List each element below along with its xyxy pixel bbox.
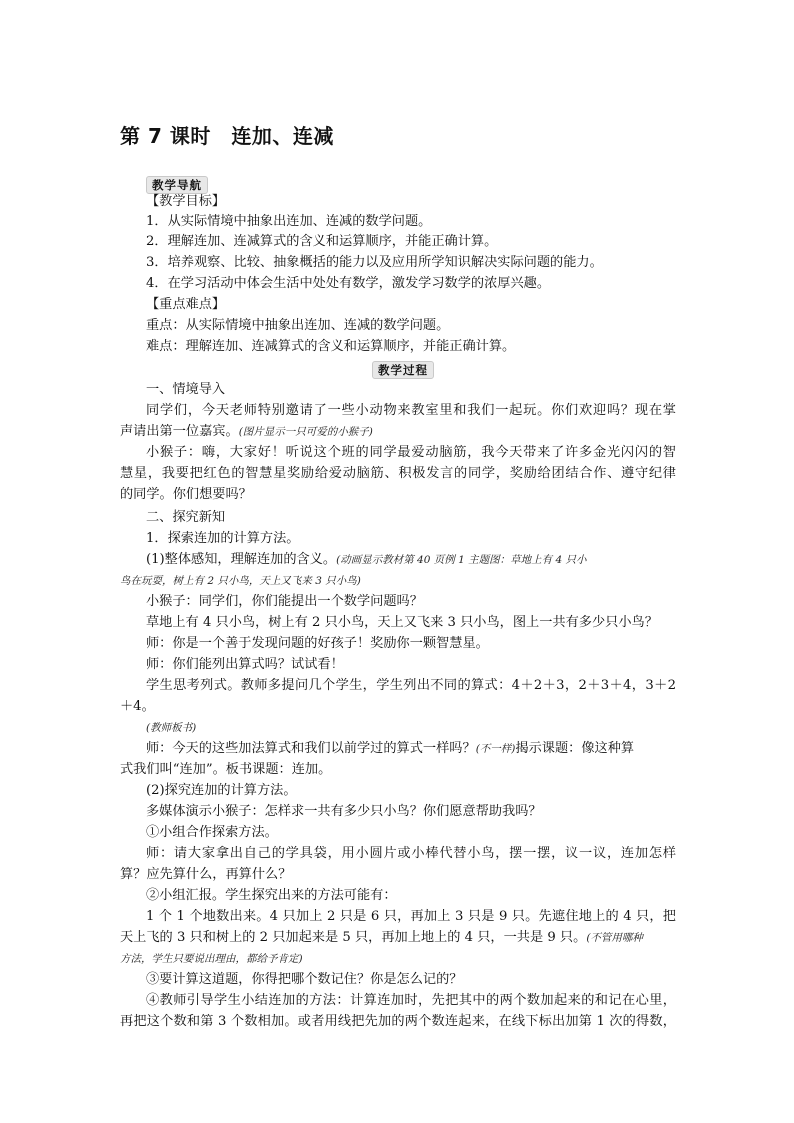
- stage-note: (不管用哪种: [586, 932, 643, 944]
- paragraph-line: [146, 739, 676, 759]
- stage-note: (动画显示教材第 40 页例 1 主题图：草地上有 4 只小: [336, 554, 587, 566]
- text: 揭示课题：像这种算: [515, 741, 635, 756]
- stage-note: (图片显示一只可爱的小猴子): [238, 426, 373, 438]
- paragraph-line: 再把这个数和第 3 个数相加。或者用线把先加的两个数连起来，在线下标出加第 1 次的得数，: [120, 1014, 676, 1029]
- paragraph-line: 同学们，今天老师特别邀请了一些小动物来教室里和我们一起玩。你们欢迎吗？现在掌: [146, 403, 676, 418]
- step-item: ①小组合作探索方法。: [146, 825, 278, 840]
- paragraph-line: 1 个 1 个地数出来。4 只加上 2 只是 6 只，再加上 3 只是 9 只。先遮住地上的 4 只，把: [146, 909, 676, 924]
- goal-item: 4．在学习活动中体会生活中处处有数学，激发学习数学的浓厚兴趣。: [146, 276, 551, 291]
- paragraph-line: 学生思考列式。教师多提问几个学生，学生列出不同的算式：4＋2＋3，2＋3＋4，3＋2: [146, 678, 676, 693]
- stage-note: 鸟在玩耍，树上有 2 只小鸟，天上又飞来 3 只小鸟): [120, 575, 361, 587]
- paragraph-line: [120, 928, 676, 948]
- dialogue-line: 草地上有 4 只小鸟，树上有 2 只小鸟，天上又飞来 3 只小鸟，图上一共有多少只小鸟？: [146, 615, 658, 630]
- subsection-heading: (2)探究连加的计算方法。: [146, 783, 297, 798]
- dialogue-line: 师：你是一个善于发现问题的好孩子！奖励你一颗智慧星。: [146, 636, 489, 651]
- paragraph-line: [120, 422, 676, 442]
- paragraph-line: 多媒体演示小猴子：怎样求一共有多少只小鸟？你们愿意帮助我吗？: [146, 804, 542, 819]
- text: 声请出第一位嘉宾。: [120, 424, 239, 439]
- text: 天上飞的 3 只和树上的 2 只加起来是 5 只，再加上地上的 4 只，一共是 9 只。: [120, 930, 587, 945]
- stage-note: (教师板书): [146, 722, 197, 734]
- stage-note: 方法，学生只要说出理由，都给予肯定): [120, 953, 303, 965]
- paragraph-line: 算？应先算什么，再算什么？: [120, 867, 292, 882]
- text: (1)整体感知，理解连加的含义。: [146, 552, 337, 567]
- lesson-title: 第 7 课时 连加、连减: [120, 124, 334, 148]
- goal-item: 1．从实际情境中抽象出连加、连减的数学问题。: [146, 214, 432, 229]
- dialogue-line: 小猴子：同学们，你们能提出一个数学问题吗？: [146, 594, 423, 609]
- difficult-point: 难点：理解连加、连减算式的含义和运算顺序，并能正确计算。: [146, 339, 516, 354]
- key-point: 重点：从实际情境中抽象出连加、连减的数学问题。: [146, 318, 450, 333]
- paragraph-line: ④教师引导学生小结连加的方法：计算连加时，先把其中的两个数加起来的和记在心里，: [146, 993, 676, 1008]
- goals-header: 【教学目标】: [146, 194, 226, 209]
- section-heading: 一、情境导入: [146, 382, 226, 397]
- step-item: ③要计算这道题，你得把哪个数记住？你是怎么记的？: [146, 972, 463, 987]
- teaching-process-badge: 教学过程: [372, 361, 434, 379]
- paragraph-line: [146, 550, 702, 570]
- step-item: ②小组汇报。学生探究出来的方法可能有：: [146, 888, 397, 903]
- paragraph-line: 式我们叫“连加”。板书课题：连加。: [120, 762, 332, 777]
- paragraph-line: 的同学。你们想要吗？: [120, 487, 252, 502]
- goal-item: 2．理解连加、连减算式的含义和运算顺序，并能正确计算。: [146, 234, 498, 249]
- stage-note: (不一样): [475, 743, 516, 755]
- teaching-navigation-badge: 教学导航: [146, 176, 208, 194]
- paragraph-line: 小猴子：嗨，大家好！听说这个班的同学最爱动脑筋，我今天带来了许多金光闪闪的智: [146, 445, 676, 460]
- section-heading: 二、探究新知: [146, 510, 226, 525]
- paragraph-line: ＋4。: [120, 699, 155, 714]
- goal-item: 3．培养观察、比较、抽象概括的能力以及应用所学知识解决实际问题的能力。: [146, 255, 603, 270]
- key-difficulty-header: 【重点难点】: [146, 297, 226, 312]
- text: 师：今天的这些加法算式和我们以前学过的算式一样吗？: [146, 741, 476, 756]
- subsection-heading: 1．探索连加的计算方法。: [146, 531, 300, 546]
- dialogue-line: 师：你们能列出算式吗？试试看！: [146, 657, 344, 672]
- paragraph-line: 师：请大家拿出自己的学具袋，用小圆片或小棒代替小鸟，摆一摆，议一议，连加怎样: [146, 846, 676, 861]
- paragraph-line: 慧星，我要把红色的智慧星奖励给爱动脑筋、积极发言的同学，奖励给团结合作、遵守纪律: [120, 466, 676, 481]
